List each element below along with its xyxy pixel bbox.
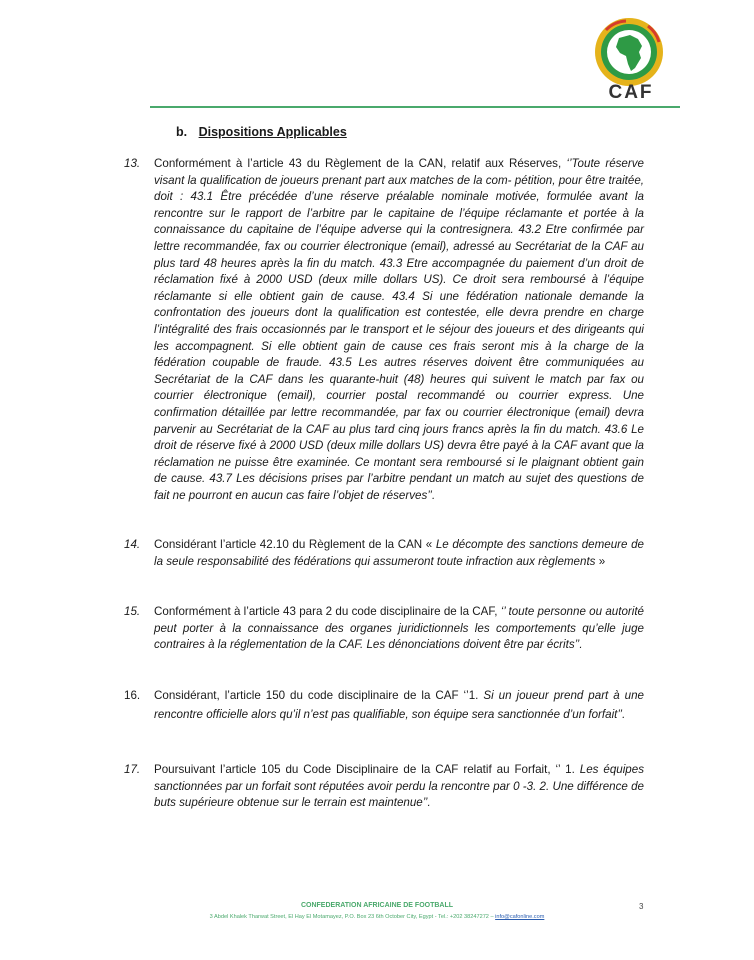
item-outro: » (595, 554, 606, 568)
item-intro: Considérant l’article 42.10 du Règlement de la CAN « (154, 538, 436, 551)
item-quote: ‘’Toute réserve visant la qualification de joueurs prenant part aux matches de la com- pétition, pour être traitée, doit : 43.1 Être précédée d’une réserve préalable nominale motivée, formulée avant la rencontre sur le rapport de l’arbitre par le capitaine de l’équipe réclamante et portée à la connaissance du capitaine de l’équipe adverse qui la contresignera. 43.2 Etre confirmée par lettre recommandée, fax ou courrier électronique (email), adressé au Secrétariat de la CAF au plus tard 48 heures après la fin du match. 43.3 Etre accompagnée du paiement d’un droit de réclamation fixé à 2000 USD (deux mille dollars US). Ce droit sera remboursé à l’équipe réclamante si elle obtient gain de cause. 43.4 Si une fédération nationale demande la confrontation des joueurs dont la qualification est contestée, elle devra prendre en charge l’intégralité des frais occasionnés par le transport et le séjour des joueurs et des dirigeants qui les accompagnent. Si elle obtient gain de cause ces frais seront mis à la charge de la fédération coupable de fraude. 43.5 Les autres réserves doivent être communiquées au Secrétariat de la CAF dans les quarante-huit (48) heures qui suivent le match par fax ou courrier électronique (email), courrier postal recommandé ou courrier express. Une confirmation détaillée par lettre recommandée, par fax ou courrier électronique (email) devra parvenir au Secrétariat de la CAF au plus tard cinq jours francs après la fin du match. 43.6 Le droit de réserve fixé à 2000 USD (deux mille dollars US) devra être payé à la CAF avant que la réclamation ne puisse être examinée. Ce montant sera remboursé si le plaignant obtient gain de cause. 43.7 Les décisions prises par l’arbitre pendant un match au sujet des questions de fait ne pourront en aucun cas faire l’objet de réserves’’. (154, 157, 644, 502)
item-number: 13. (124, 157, 141, 170)
list-item (124, 686, 644, 724)
item-number: 14. (124, 538, 141, 551)
caf-logo-text: CAF (608, 82, 654, 103)
footer-address-text: 3 Abdel Khalek Tharwat Street, El Hay El Motamayez, P.O. Box 23 6th October City, Egypt - Tel.: +202 38247272 – (209, 914, 496, 920)
list-item (124, 156, 644, 504)
item-intro: Considérant, l’article 150 du code disciplinaire de la CAF ‘’1. (154, 689, 484, 702)
list-item (124, 604, 644, 654)
footer-organization: CONFEDERATION AFRICAINE DE FOOTBALL (300, 902, 454, 909)
section-title (176, 125, 347, 139)
item-body (154, 156, 644, 504)
page-number: 3 (639, 902, 644, 911)
item-intro: Conformément à l’article 43 para 2 du code disciplinaire de la CAF, (154, 605, 501, 618)
item-number: 17. (124, 763, 141, 776)
list-item (124, 762, 644, 812)
item-body (154, 537, 644, 570)
item-quote: ‘’ toute personne ou autorité peut porter à la connaissance des organes juridictionnels les comportements qu’elle juge contraires à la réglementation de la CAF. Les dénonciations doivent être par écrits’’. (154, 605, 645, 652)
item-quote: Le décompte des sanctions demeure de la seule responsabilité des fédérations qui assumeront toute infraction aux règlements (154, 538, 644, 568)
item-quote: Si un joueur prend part à une rencontre officielle alors qu’il n’est pas qualifiable, son équipe sera sanctionnée d’un forfait’’. (154, 689, 645, 721)
footer-address (0, 914, 754, 920)
item-intro: Poursuivant l’article 105 du Code Disciplinaire de la CAF relatif au Forfait, ‘’ 1. (154, 763, 580, 776)
item-body (154, 762, 644, 812)
item-intro: Conformément à l’article 43 du Règlement de la CAN, relatif aux Réserves, (154, 157, 567, 170)
item-number: 15. (124, 605, 141, 618)
section-heading: Dispositions Applicables (198, 125, 347, 139)
item-body (154, 686, 644, 724)
header-divider (150, 106, 680, 108)
item-number: 16. (124, 689, 141, 702)
section-label: b. (176, 125, 188, 139)
item-quote: Les équipes sanctionnées par un forfait sont réputées avoir perdu la rencontre par 0 -3. 2. Une différence de buts supérieure obtenue sur le terrain est maintenue’’. (154, 763, 644, 810)
list-item (124, 537, 644, 570)
footer-email-link[interactable]: info@cafonline.com (495, 914, 545, 920)
item-body (154, 604, 644, 654)
